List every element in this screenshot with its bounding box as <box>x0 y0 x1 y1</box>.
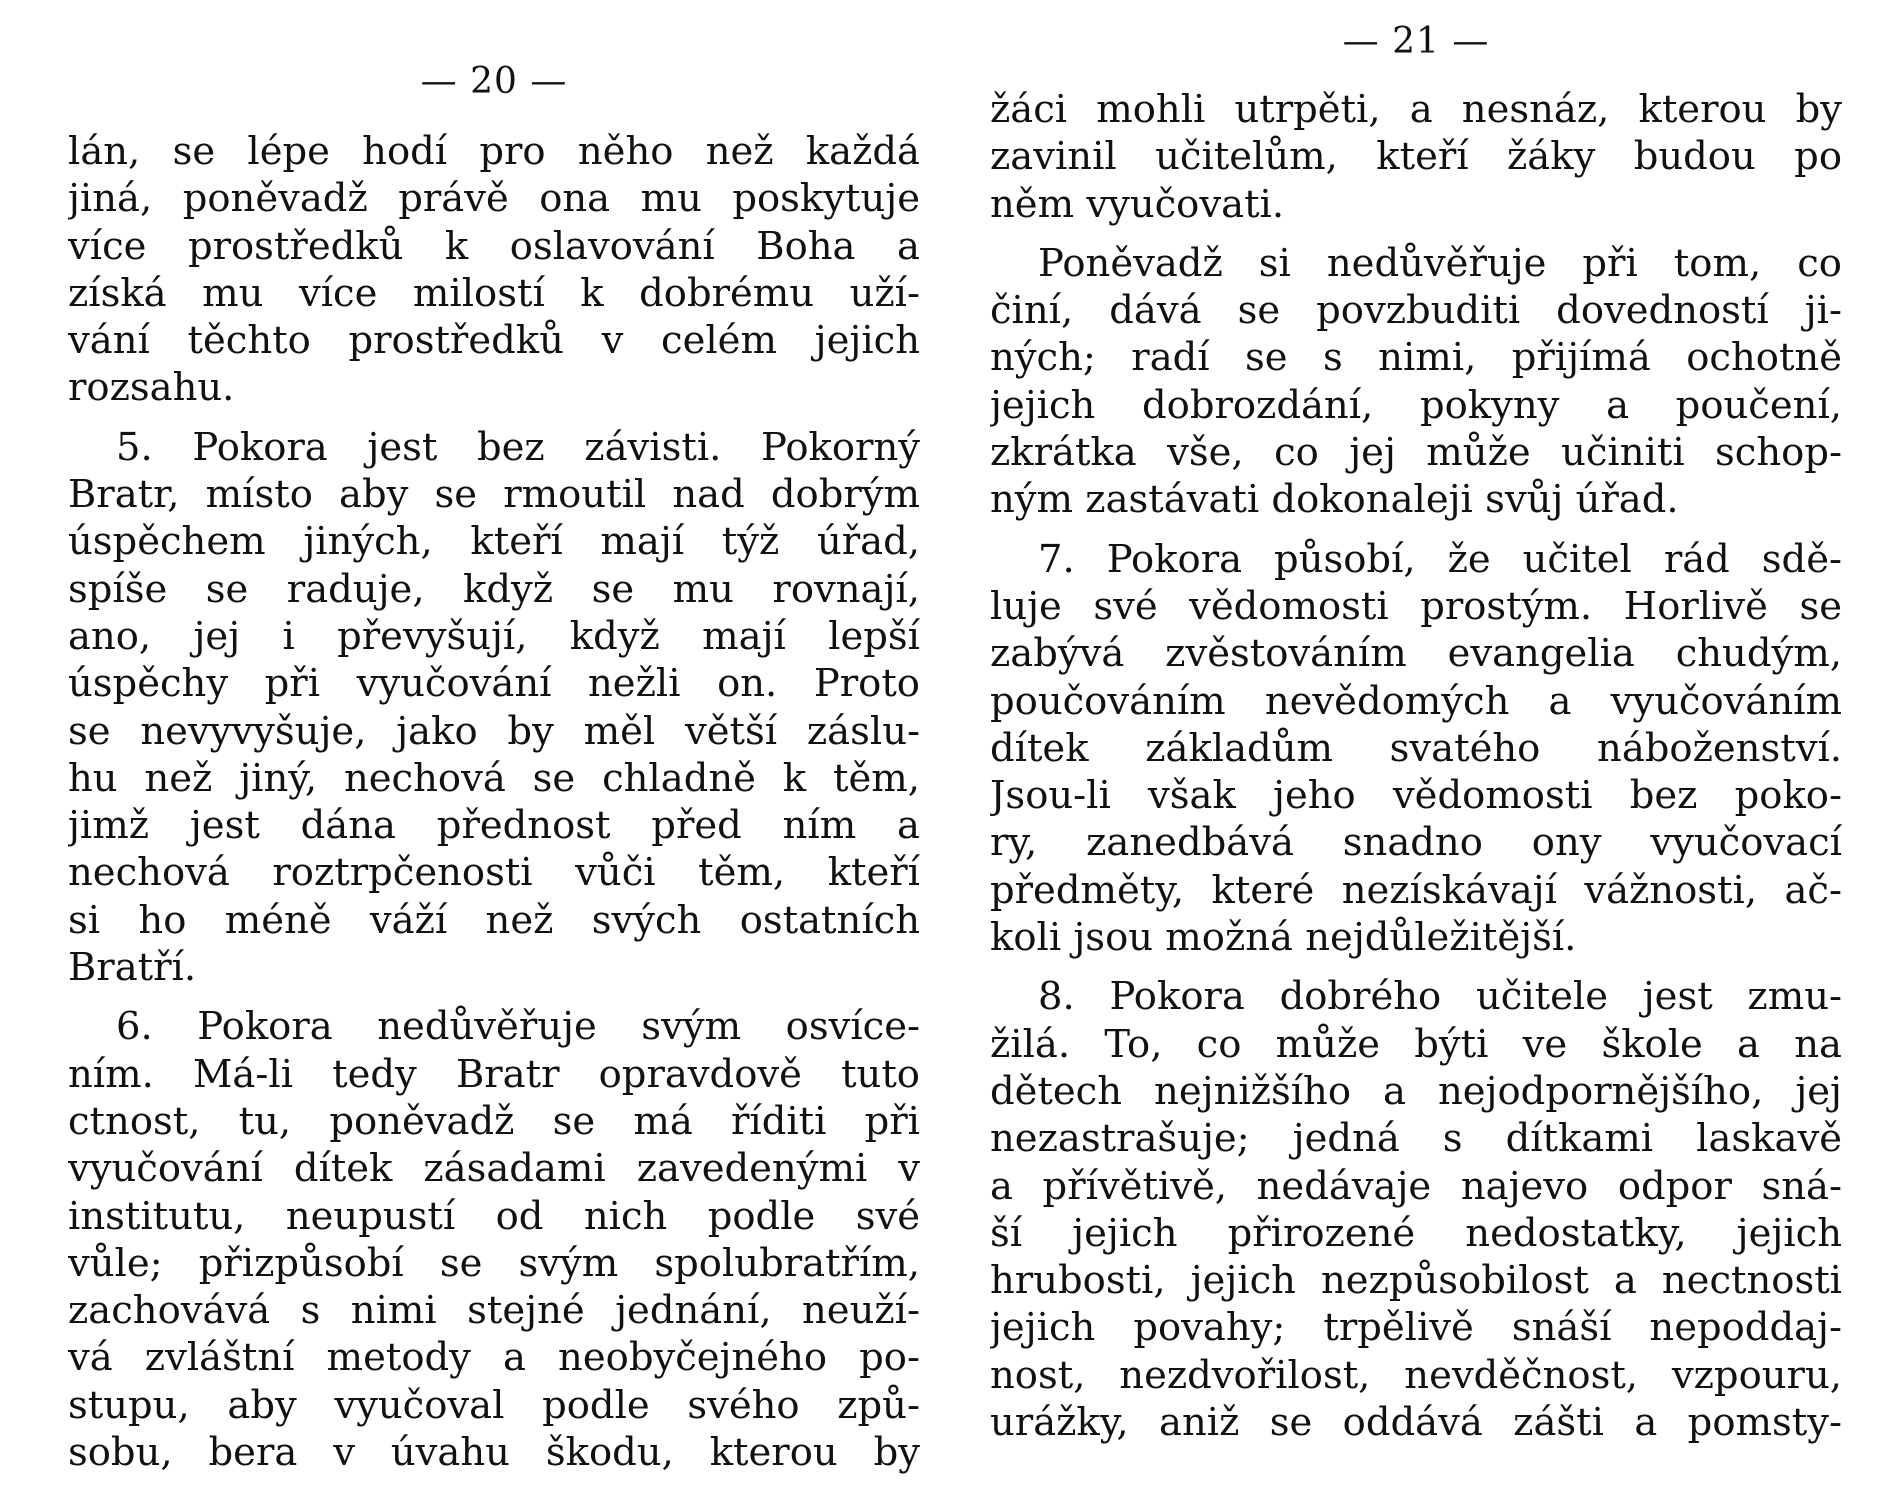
text-line: 6. Pokora nedůvěřuje svým osvíce- <box>116 1004 920 1050</box>
paragraph <box>68 1003 920 1476</box>
page-text <box>68 128 920 1476</box>
text-line: předměty, které nezískávají vážnosti, ač- <box>990 867 1842 913</box>
text-line: 8. Pokora dobrého učitele jest zmu- <box>1038 974 1842 1020</box>
text-line: ním. Má-li tedy Bratr opravdově tuto <box>68 1051 920 1097</box>
left-page <box>68 0 920 1500</box>
paragraph <box>990 973 1842 1446</box>
text-line: nost, nezdvořilost, nevděčnost, vzpouru, <box>990 1352 1842 1398</box>
text-line: ných; radí se s nimi, přijímá ochotně <box>990 335 1842 381</box>
text-line: 7. Pokora působí, že učitel rád sdě- <box>1038 536 1842 582</box>
text-line: více prostředků k oslavování Boha a <box>68 223 920 269</box>
text-line: vání těchto prostředků v celém jejich <box>68 318 920 364</box>
text-line: zavinil učitelům, kteří žáky budou po <box>990 134 1842 180</box>
text-line: Jsou-li však jeho vědomosti bez poko- <box>990 773 1842 819</box>
text-line: nechová roztrpčenosti vůči těm, kteří <box>68 850 920 896</box>
text-line: zabývá zvěstováním evangelia chudým, <box>990 631 1842 677</box>
text-line: hu než jiný, nechová se chladně k těm, <box>68 755 920 801</box>
text-line: urážky, aniž se oddává zášti a pomsty- <box>990 1400 1842 1446</box>
text-line: ano, jej i převyšují, když mají lepší <box>68 613 920 659</box>
paragraph <box>990 536 1842 962</box>
text-line: činí, dává se povzbuditi dovedností ji- <box>990 288 1842 334</box>
right-page <box>990 0 1842 1500</box>
paragraph <box>990 240 1842 524</box>
text-line: hrubosti, jejich nezpůsobilost a nectnosti <box>990 1258 1842 1304</box>
text-line: vůle; přizpůsobí se svým spolubratřím, <box>68 1240 920 1286</box>
text-line: ným zastávati dokonaleji svůj úřad. <box>990 477 1679 523</box>
text-line: jejich dobrozdání, pokyny a poučení, <box>990 382 1842 428</box>
text-line: zkrátka vše, co jej může učiniti schop- <box>990 430 1842 476</box>
text-line: se nevyvyšuje, jako by měl větší záslu- <box>68 708 920 754</box>
text-line: rozsahu. <box>68 365 235 411</box>
text-line: lán, se lépe hodí pro něho než každá <box>68 129 920 174</box>
text-line: ctnost, tu, poněvadž se má říditi při <box>68 1098 920 1144</box>
text-line: koli jsou možná nejdůležitější. <box>990 915 1577 961</box>
text-line: vyučování dítek zásadami zavedenými v <box>68 1146 920 1192</box>
text-line: stupu, aby vyučoval podle svého způ- <box>68 1382 920 1428</box>
paragraph <box>68 128 920 412</box>
page-number: — 20 — <box>420 61 568 102</box>
text-line: dětech nejnižšího a nejodpornějšího, jej <box>990 1068 1842 1114</box>
text-line: dítek základům svatého náboženství. <box>990 725 1842 771</box>
text-line: žilá. To, co může býti ve škole a na <box>990 1021 1842 1067</box>
text-line: jimž jest dána přednost před ním a <box>68 803 920 849</box>
text-line: si ho méně váží než svých ostatních <box>68 897 920 943</box>
text-line: jejich povahy; trpělivě snáší nepoddaj- <box>990 1305 1842 1351</box>
text-line: luje své vědomosti prostým. Horlivě se <box>990 583 1842 629</box>
paragraph <box>990 86 1842 228</box>
text-line: sobu, bera v úvahu škodu, kterou by <box>68 1430 920 1476</box>
text-line: spíše se raduje, když se mu rovnají, <box>68 566 920 612</box>
text-line: 5. Pokora jest bez závisti. Pokorný <box>116 424 920 470</box>
text-line: úspěchem jiných, kteří mají týž úřad, <box>68 519 920 565</box>
text-line: Bratří. <box>68 945 197 991</box>
text-line: úspěchy při vyučování nežli on. Proto <box>68 661 920 707</box>
text-line: ry, zanedbává snadno ony vyučovací <box>990 820 1842 866</box>
text-line: ší jejich přirozené nedostatky, jejich <box>990 1210 1842 1256</box>
text-line: nezastrašuje; jedná s dítkami laskavě <box>990 1116 1842 1162</box>
text-line: zachovává s nimi stejné jednání, neuží- <box>68 1288 920 1334</box>
text-line: a přívětivě, nedávaje najevo odpor sná- <box>990 1163 1842 1209</box>
text-line: Bratr, místo aby se rmoutil nad dobrým <box>68 472 920 518</box>
text-line: poučováním nevědomých a vyučováním <box>990 678 1842 724</box>
text-line: něm vyučovati. <box>990 181 1285 227</box>
text-line: Poněvadž si nedůvěřuje při tom, co <box>1038 240 1842 286</box>
text-line: jiná, poněvadž právě ona mu poskytuje <box>68 176 920 222</box>
text-line: vá zvláštní metody a neobyčejného po- <box>68 1335 920 1381</box>
page-number: — 21 — <box>1342 21 1490 62</box>
text-line: získá mu více milostí k dobrému uží- <box>68 270 920 316</box>
paragraph <box>68 424 920 992</box>
text-line: žáci mohli utrpěti, a nesnáz, kterou by <box>990 87 1842 132</box>
text-line: institutu, neupustí od nich podle své <box>68 1193 920 1239</box>
page-text <box>990 86 1842 1446</box>
